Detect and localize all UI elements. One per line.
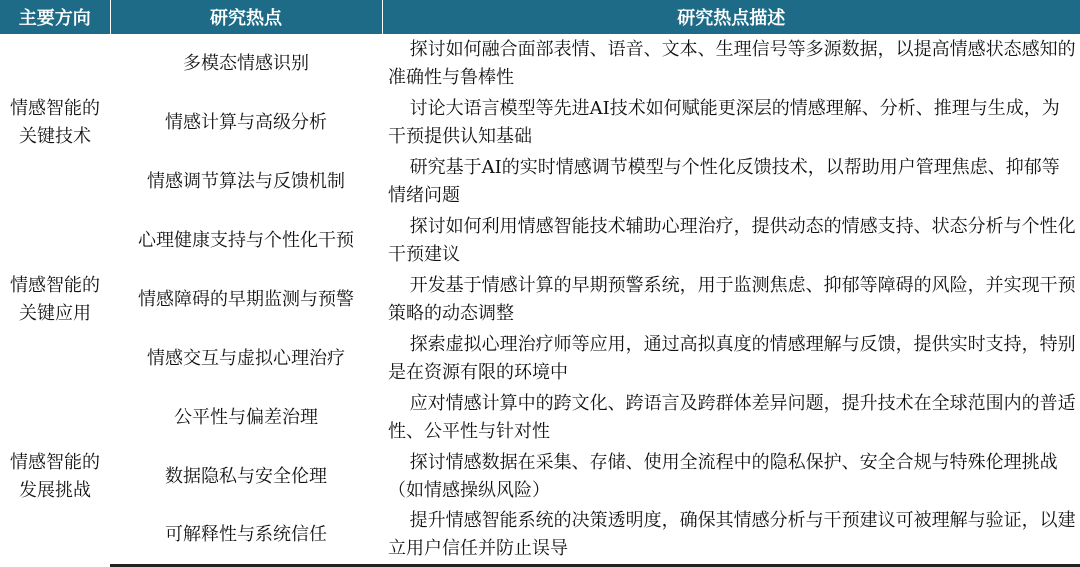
direction-line-2: 发展挑战 <box>19 479 91 501</box>
description-cell: 探讨如何利用情感智能技术辅助心理治疗，提供动态的情感支持、状态分析与个性化干预建议 <box>388 215 1076 265</box>
description-cell: 探讨情感数据在采集、存储、使用全流程中的隐私保护、安全合规与特殊伦理挑战（如情感操纵风险） <box>388 451 1058 501</box>
table-header <box>0 0 1080 34</box>
direction-line-2: 关键技术 <box>19 125 91 147</box>
table-row <box>0 329 1080 388</box>
direction-cell-tech <box>0 34 110 211</box>
table-row <box>0 447 1080 506</box>
description-cell: 提升情感智能系统的决策透明度，确保其情感分析与干预建议可被理解与验证，以建立用户信任并防止误导 <box>382 506 1080 565</box>
header-row <box>0 0 1080 34</box>
topic-cell: 多模态情感识别 <box>183 52 309 74</box>
direction-line-1: 情感智能的 <box>10 274 100 296</box>
topic-cell: 公平性与偏差治理 <box>174 406 318 428</box>
direction-cell-application <box>0 211 110 388</box>
direction-cell-challenges <box>0 388 110 565</box>
description-cell: 探索虚拟心理治疗师等应用，通过高拟真度的情感理解与反馈，提供实时支持，特别是在资源有限的环境中 <box>388 333 1076 383</box>
header-description: 研究热点描述 <box>382 0 1080 34</box>
topic-cell: 心理健康支持与个性化干预 <box>138 229 354 251</box>
topic-cell: 情感交互与虚拟心理治疗 <box>147 347 345 369</box>
description-cell: 讨论大语言模型等先进AI技术如何赋能更深层的情感理解、分析、推理与生成，为干预提供认知基础 <box>388 97 1060 147</box>
description-cell: 开发基于情感计算的早期预警系统，用于监测焦虑、抑郁等障碍的风险，并实现干预策略的动态调整 <box>388 274 1076 324</box>
table-row <box>0 506 1080 565</box>
header-topic: 研究热点 <box>110 0 382 34</box>
table-row <box>0 34 1080 93</box>
table-row <box>0 388 1080 447</box>
direction-line-1: 情感智能的 <box>10 97 100 119</box>
topic-cell: 情感障碍的早期监测与预警 <box>138 288 354 310</box>
table-row <box>0 211 1080 270</box>
table-row <box>0 152 1080 211</box>
direction-line-1: 情感智能的 <box>10 451 100 473</box>
topic-cell: 情感调节算法与反馈机制 <box>147 170 345 192</box>
direction-line-2: 关键应用 <box>19 302 91 324</box>
table-body <box>0 34 1080 566</box>
topic-cell: 数据隐私与安全伦理 <box>165 465 327 487</box>
description-cell: 探讨如何融合面部表情、语音、文本、生理信号等多源数据，以提高情感状态感知的准确性与鲁棒性 <box>388 38 1076 88</box>
table-row <box>0 270 1080 329</box>
description-cell: 应对情感计算中的跨文化、跨语言及跨群体差异问题，提升技术在全球范围内的普适性、公平性与针对性 <box>388 392 1076 442</box>
description-cell: 研究基于AI的实时情感调节模型与个性化反馈技术，以帮助用户管理焦虑、抑郁等情绪问题 <box>388 156 1060 206</box>
table-row <box>0 93 1080 152</box>
topic-cell: 可解释性与系统信任 <box>110 506 382 565</box>
topic-cell: 情感计算与高级分析 <box>165 111 327 133</box>
header-direction: 主要方向 <box>0 0 110 34</box>
